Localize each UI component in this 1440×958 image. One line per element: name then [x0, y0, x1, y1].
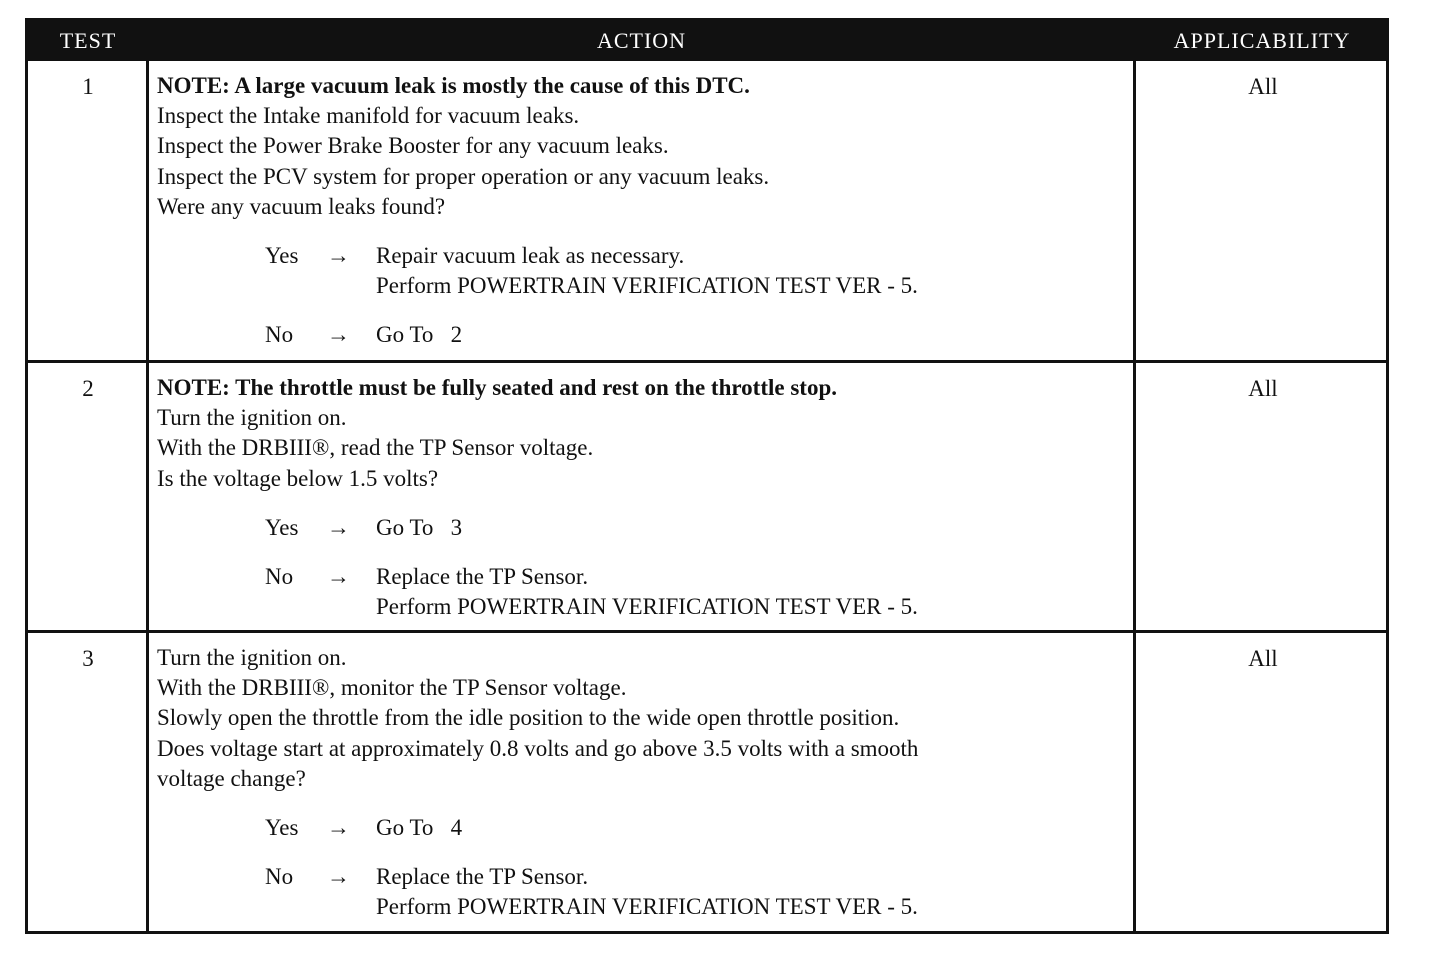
- no-answer: [157, 562, 1137, 622]
- instruction-line: Turn the ignition on.: [157, 405, 347, 431]
- header-test: TEST: [59, 28, 117, 53]
- yes-result-line: Repair vacuum leak as necessary.: [376, 243, 685, 269]
- yes-result: [376, 241, 918, 301]
- no-result: [376, 562, 918, 622]
- header-action: ACTION: [596, 28, 687, 53]
- no-result: [376, 862, 918, 922]
- instruction-line: With the DRBIII®, monitor the TP Sensor voltage.: [157, 675, 627, 701]
- yes-result: Go To 4: [376, 815, 463, 841]
- instruction-line: Inspect the PCV system for proper operation or any vacuum leaks.: [157, 163, 770, 189]
- table-row: [28, 363, 1386, 631]
- instruction-line: Slowly open the throttle from the idle position to the wide open throttle position.: [157, 705, 900, 731]
- no-label: No: [265, 563, 294, 589]
- no-answer: [157, 862, 1137, 922]
- arrow-icon: →: [327, 864, 350, 890]
- applicability-value: All: [1248, 646, 1278, 671]
- yes-answer: [157, 241, 1137, 301]
- question-line: Does voltage start at approximately 0.8 volts and go above 3.5 volts with a smooth: [157, 735, 919, 761]
- no-answer: [157, 320, 1137, 350]
- no-result-line: Replace the TP Sensor.: [376, 864, 589, 890]
- table-header: [28, 21, 1386, 61]
- table-row: [28, 633, 1386, 931]
- table-row: [28, 61, 1386, 361]
- no-result-line: Replace the TP Sensor.: [376, 563, 589, 589]
- arrow-icon: →: [327, 243, 350, 269]
- action-cell: [157, 373, 1137, 622]
- arrow-icon: →: [327, 514, 350, 540]
- yes-answer: [157, 813, 1137, 843]
- instruction-line: Inspect the Power Brake Booster for any vacuum leaks.: [157, 133, 669, 159]
- arrow-icon: →: [327, 322, 350, 348]
- no-result: Go To 2: [376, 322, 463, 348]
- note-text: NOTE: The throttle must be fully seated and rest on the throttle stop.: [157, 375, 837, 400]
- question-line: Is the voltage below 1.5 volts?: [157, 465, 439, 491]
- yes-answer: [157, 513, 1137, 543]
- yes-result-line: Perform POWERTRAIN VERIFICATION TEST VER - 5.: [376, 273, 918, 299]
- no-result-line: Perform POWERTRAIN VERIFICATION TEST VER - 5.: [376, 894, 918, 920]
- instruction-line: Inspect the Intake manifold for vacuum leaks.: [157, 103, 580, 129]
- test-number: 1: [82, 74, 94, 99]
- no-result-line: Perform POWERTRAIN VERIFICATION TEST VER - 5.: [376, 594, 918, 620]
- no-label: No: [265, 322, 294, 348]
- applicability-value: All: [1248, 376, 1278, 401]
- diagnostic-test-table: [25, 18, 1389, 934]
- note-text: NOTE: A large vacuum leak is mostly the cause of this DTC.: [157, 73, 750, 98]
- no-label: No: [265, 864, 294, 890]
- action-cell: [157, 71, 1137, 350]
- test-number: 3: [82, 646, 94, 671]
- yes-label: Yes: [265, 243, 299, 269]
- test-number: 2: [82, 376, 94, 401]
- instruction-line: Turn the ignition on.: [157, 645, 347, 670]
- applicability-value: All: [1248, 74, 1278, 99]
- header-applicability: APPLICABILITY: [1173, 28, 1351, 53]
- yes-label: Yes: [265, 815, 299, 841]
- question-line: voltage change?: [157, 765, 306, 791]
- arrow-icon: →: [327, 815, 350, 841]
- yes-label: Yes: [265, 514, 299, 540]
- yes-result: Go To 3: [376, 514, 463, 540]
- action-cell: [157, 643, 1137, 922]
- arrow-icon: →: [327, 563, 350, 589]
- instruction-line: With the DRBIII®, read the TP Sensor voltage.: [157, 435, 594, 461]
- question-line: Were any vacuum leaks found?: [157, 193, 446, 219]
